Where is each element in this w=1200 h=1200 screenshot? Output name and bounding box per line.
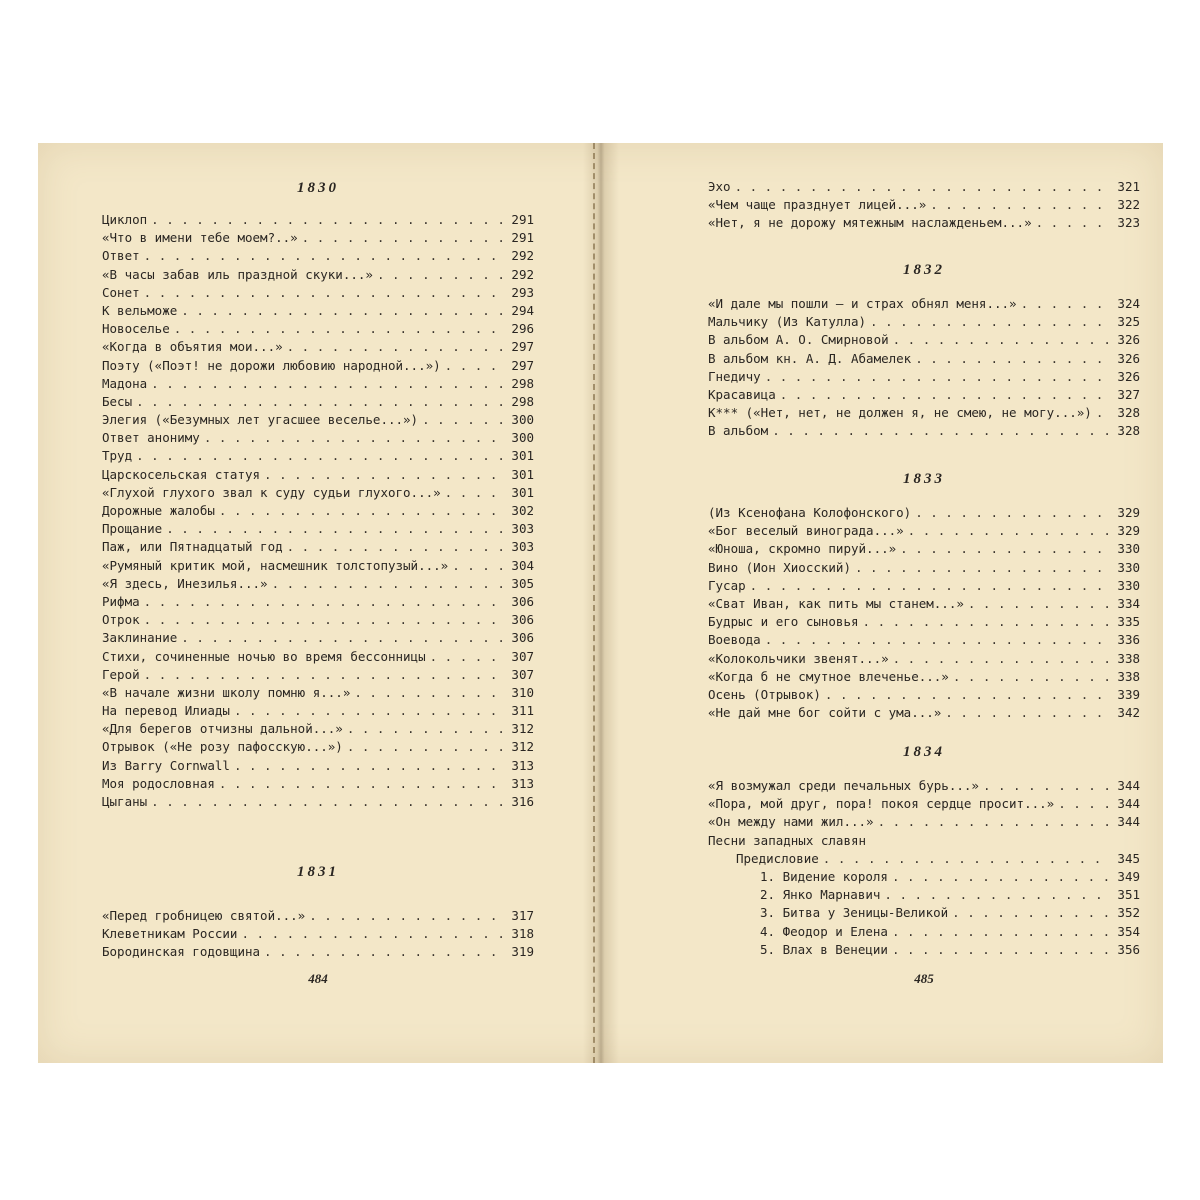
dot-leader <box>241 925 504 943</box>
toc-entry <box>102 484 534 502</box>
entry-page-number: 322 <box>1117 197 1140 213</box>
entry-title: Ответ <box>102 248 140 264</box>
dot-leader <box>151 375 504 393</box>
toc-entry <box>102 575 534 593</box>
toc-entry <box>102 411 534 429</box>
entry-title: Циклоп <box>102 212 148 227</box>
toc-entry <box>708 904 1140 922</box>
entry-page-number: 317 <box>511 908 534 923</box>
section-1830 <box>102 177 534 811</box>
entry-title: «Не дай мне бог сойти с ума...» <box>708 705 942 721</box>
entry-page-number: 323 <box>1117 215 1140 231</box>
entry-page-number: 318 <box>511 926 534 942</box>
toc-entry <box>102 793 534 811</box>
entry-title: «Что в имени тебе моем?..» <box>102 230 298 246</box>
dot-leader <box>144 593 504 611</box>
toc-entry <box>708 386 1140 404</box>
entry-title: Вино (Ион Хиосский) <box>708 559 851 575</box>
entry-title: Прощание <box>102 521 163 537</box>
toc-entry <box>708 941 1140 959</box>
entry-page-number: 296 <box>511 321 534 337</box>
toc-entry <box>708 422 1140 440</box>
entry-title: Будрыс и его сыновья <box>708 614 859 630</box>
dot-leader <box>174 320 504 338</box>
entry-page-number: 344 <box>1117 778 1140 793</box>
toc-entry <box>102 629 534 647</box>
entry-title: «Юноша, скромно пируй...» <box>708 541 897 557</box>
dot-leader <box>884 886 1110 904</box>
entry-title: В альбом кн. А. Д. Абамелек <box>708 350 912 366</box>
toc-entry <box>708 613 1140 631</box>
entry-title: «Он между нами жил...» <box>708 814 874 830</box>
toc-entry <box>708 313 1140 331</box>
continued-entries <box>708 178 1140 233</box>
dot-leader <box>204 429 504 447</box>
dot-leader <box>452 557 504 575</box>
section-year: 1833 <box>903 471 945 487</box>
toc-entry <box>708 850 1140 868</box>
section-year: 1832 <box>903 262 945 278</box>
entry-title: «Румяный критик мой, насмешник толстопузый...» <box>102 557 449 573</box>
toc-entry <box>102 357 534 375</box>
dot-leader <box>309 907 504 925</box>
section-year: 1831 <box>297 864 339 880</box>
entry-title: Цыганы <box>102 794 148 809</box>
toc-entry <box>708 331 1140 349</box>
toc-entry <box>102 738 534 756</box>
dot-leader <box>772 422 1110 440</box>
entry-page-number: 298 <box>511 393 534 409</box>
entry-title: В альбом А. О. Смирновой <box>708 332 889 348</box>
entry-page-number: 292 <box>511 248 534 264</box>
entry-title: «Глухой глухого звал к суду судьи глухого...» <box>102 484 441 500</box>
entry-title: Новоселье <box>102 321 170 337</box>
entry-page-number: 307 <box>511 666 534 682</box>
entry-page-number: 328 <box>1117 405 1140 421</box>
entry-page-number: 310 <box>511 684 534 700</box>
entry-page-number: 344 <box>1117 814 1140 830</box>
entry-title: 1. Видение короля <box>760 868 888 884</box>
dot-leader <box>930 196 1110 214</box>
dot-leader <box>377 266 504 284</box>
entry-page-number: 294 <box>511 302 534 318</box>
entry-title: На перевод Илиады <box>102 703 230 719</box>
entry-page-number: 312 <box>511 739 534 755</box>
dot-leader <box>945 704 1110 722</box>
toc-entry <box>708 595 1140 613</box>
dot-leader <box>735 178 1110 196</box>
entry-page-number: 303 <box>511 521 534 537</box>
section-1833 <box>708 468 1140 722</box>
dot-leader <box>855 559 1110 577</box>
dot-leader <box>422 411 504 429</box>
entry-title: Бородинская годовщина <box>102 944 261 960</box>
entry-page-number: 300 <box>511 430 534 446</box>
entry-title: «Когда б не смутное влеченье...» <box>708 668 949 684</box>
dot-leader <box>1021 295 1110 313</box>
entry-title: «В часы забав иль праздной скуки...» <box>102 266 373 282</box>
toc-entry <box>708 522 1140 540</box>
dot-leader <box>445 484 504 502</box>
toc-entry <box>708 686 1140 704</box>
entry-title: «Перед гробницею святой...» <box>102 908 306 923</box>
entry-page-number: 330 <box>1117 559 1140 575</box>
entry-page-number: 313 <box>511 775 534 791</box>
dot-leader <box>234 702 504 720</box>
entry-title: Моя родословная <box>102 775 215 791</box>
toc-entry-list <box>708 504 1140 722</box>
entry-page-number: 306 <box>511 612 534 628</box>
section-year: 1830 <box>297 180 339 196</box>
entry-title: Эхо <box>708 179 731 194</box>
entry-page-number: 326 <box>1117 332 1140 348</box>
toc-entry <box>708 923 1140 941</box>
dot-leader <box>144 247 504 265</box>
section-year: 1834 <box>903 744 945 760</box>
toc-entry <box>102 720 534 738</box>
toc-entry <box>708 813 1140 831</box>
dot-leader <box>892 868 1110 886</box>
book-gutter <box>583 143 619 1063</box>
entry-title: Предисловие <box>736 850 819 866</box>
entry-title: Красавица <box>708 386 776 402</box>
dot-leader <box>825 686 1110 704</box>
entry-page-number: 352 <box>1117 905 1140 921</box>
dot-leader <box>430 648 504 666</box>
toc-entry <box>708 504 1140 522</box>
entry-page-number: 329 <box>1117 505 1140 520</box>
book-spread <box>38 143 1163 1063</box>
dot-leader <box>780 386 1110 404</box>
dot-leader <box>302 229 504 247</box>
toc-entry <box>708 650 1140 668</box>
dot-leader <box>264 943 504 961</box>
entry-page-number: 304 <box>511 557 534 573</box>
entry-title: Отрок <box>102 612 140 628</box>
dot-leader <box>1058 795 1110 813</box>
dot-leader <box>287 538 504 556</box>
toc-entry <box>102 466 534 484</box>
entry-page-number: 338 <box>1117 650 1140 666</box>
entry-title: К*** («Нет, нет, не должен я, не смею, не могу...») <box>708 405 1092 421</box>
toc-entry <box>102 538 534 556</box>
dot-leader <box>765 631 1110 649</box>
entry-page-number: 291 <box>511 212 534 227</box>
dot-leader <box>915 504 1110 522</box>
entry-title: Гнедичу <box>708 368 761 384</box>
toc-entry <box>708 795 1140 813</box>
entry-title: «Колокольчики звенят...» <box>708 650 889 666</box>
entry-title: «Нет, я не дорожу мятежным наслажденьем...» <box>708 215 1032 231</box>
toc-entry <box>708 777 1140 795</box>
toc-entry <box>708 668 1140 686</box>
entry-page-number: 338 <box>1117 668 1140 684</box>
entry-page-number: 312 <box>511 721 534 737</box>
toc-entry-list <box>102 211 534 811</box>
entry-page-number: 302 <box>511 503 534 518</box>
entry-page-number: 316 <box>511 794 534 809</box>
toc-entry <box>102 702 534 720</box>
toc-entry <box>102 375 534 393</box>
entry-page-number: 306 <box>511 593 534 609</box>
dot-leader <box>354 684 504 702</box>
toc-entry <box>102 447 534 465</box>
dot-leader <box>136 447 504 465</box>
entry-page-number: 292 <box>511 266 534 282</box>
toc-entry <box>102 393 534 411</box>
dot-leader <box>144 666 504 684</box>
toc-entry <box>102 666 534 684</box>
dot-leader <box>219 775 504 793</box>
entry-title: Отрывок («Не розу пафосскую...») <box>102 739 343 755</box>
dot-leader <box>892 941 1110 959</box>
binding-stitch <box>593 143 597 1063</box>
toc-entry <box>708 350 1140 368</box>
entry-title: 5. Влах в Венеции <box>760 941 888 957</box>
entry-page-number: 339 <box>1117 686 1140 702</box>
entry-title: Элегия («Безумных лет угасшее веселье...») <box>102 412 419 428</box>
dot-leader <box>1036 214 1110 232</box>
entry-page-number: 291 <box>511 230 534 246</box>
entry-page-number: 351 <box>1117 887 1140 903</box>
entry-page-number: 334 <box>1117 595 1140 611</box>
dot-leader <box>144 284 504 302</box>
right-page <box>708 143 1140 1063</box>
entry-title: К вельможе <box>102 302 178 318</box>
entry-title: «Бог веселый винограда...» <box>708 523 904 539</box>
toc-entry <box>708 559 1140 577</box>
entry-title: Бесы <box>102 393 133 409</box>
toc-entry <box>102 943 534 961</box>
toc-entry <box>708 704 1140 722</box>
toc-entry-list <box>708 777 1140 959</box>
dot-leader <box>915 350 1110 368</box>
toc-entry <box>102 302 534 320</box>
dot-leader <box>823 850 1110 868</box>
entry-page-number: 354 <box>1117 923 1140 939</box>
dot-leader <box>750 577 1110 595</box>
toc-entry <box>102 775 534 793</box>
entry-page-number: 300 <box>511 412 534 428</box>
dot-leader <box>136 393 504 411</box>
entry-page-number: 298 <box>511 375 534 391</box>
toc-entry <box>102 557 534 575</box>
section-1832 <box>708 259 1140 441</box>
toc-entry <box>102 684 534 702</box>
entry-page-number: 349 <box>1117 868 1140 884</box>
toc-entry <box>102 520 534 538</box>
entry-page-number: 336 <box>1117 632 1140 648</box>
toc-entry <box>102 648 534 666</box>
entry-title: «Когда в объятия мои...» <box>102 339 283 355</box>
toc-entry <box>708 540 1140 558</box>
toc-entry <box>102 925 534 943</box>
entry-page-number: 356 <box>1117 941 1140 957</box>
toc-entry <box>102 611 534 629</box>
entry-title: Мадона <box>102 375 148 391</box>
toc-entry <box>102 429 534 447</box>
dot-leader <box>445 357 504 375</box>
entry-page-number: 330 <box>1117 577 1140 593</box>
entry-title: Песни западных славян <box>708 832 867 848</box>
entry-title: «Я здесь, Инезилья...» <box>102 575 268 591</box>
dot-leader <box>968 595 1110 613</box>
entry-page-number: 342 <box>1117 705 1140 721</box>
entry-title: «Чем чаще празднует лицей...» <box>708 197 927 213</box>
toc-entry <box>708 832 1140 850</box>
entry-title: Поэту («Поэт! не дорожи любовию народной...») <box>102 357 441 373</box>
dot-leader <box>900 540 1110 558</box>
toc-entry <box>102 211 534 229</box>
toc-entry <box>102 757 534 775</box>
dot-leader <box>144 611 504 629</box>
entry-title: Гусар <box>708 577 746 593</box>
entry-title: «И дале мы пошли — и страх обнял меня...» <box>708 296 1017 311</box>
page-number: 484 <box>308 971 328 986</box>
entry-title: Рифма <box>102 593 140 609</box>
entry-title: Клеветникам России <box>102 926 238 942</box>
dot-leader <box>166 520 504 538</box>
entry-title: Стихи, сочиненные ночью во время бессонницы <box>102 648 426 664</box>
entry-page-number: 305 <box>511 575 534 591</box>
entry-title: Труд <box>102 448 133 464</box>
entry-page-number: 297 <box>511 339 534 355</box>
entry-title: (Из Ксенофана Колофонского) <box>708 505 912 520</box>
entry-title: 2. Янко Марнавич <box>760 887 881 903</box>
dot-leader <box>870 313 1110 331</box>
entry-page-number: 293 <box>511 284 534 300</box>
dot-leader <box>287 338 504 356</box>
entry-page-number: 319 <box>511 944 534 960</box>
entry-title: «Я возмужал среди печальных бурь...» <box>708 778 979 793</box>
entry-page-number: 329 <box>1117 523 1140 539</box>
dot-leader <box>953 668 1110 686</box>
entry-title: «В начале жизни школу помню я...» <box>102 684 351 700</box>
toc-entry <box>708 295 1140 313</box>
dot-leader <box>765 368 1110 386</box>
entry-title: Царскосельская статуя <box>102 466 261 482</box>
dot-leader <box>234 757 504 775</box>
entry-page-number: 297 <box>511 357 534 373</box>
entry-title: «Для берегов отчизны дальной...» <box>102 721 343 737</box>
toc-entry <box>102 502 534 520</box>
entry-page-number: 344 <box>1117 796 1140 812</box>
entry-page-number: 307 <box>511 648 534 664</box>
entry-page-number: 326 <box>1117 350 1140 366</box>
section-1834 <box>708 741 1140 959</box>
toc-entry <box>708 886 1140 904</box>
toc-entry <box>708 577 1140 595</box>
toc-entry <box>708 404 1140 422</box>
dot-leader <box>219 502 504 520</box>
dot-leader <box>151 211 504 229</box>
dot-leader <box>893 331 1110 349</box>
toc-entry <box>102 320 534 338</box>
dot-leader <box>181 629 504 647</box>
entry-title: Осень (Отрывок) <box>708 686 821 702</box>
toc-entry <box>708 214 1140 232</box>
dot-leader <box>272 575 504 593</box>
toc-entry-list <box>708 295 1140 441</box>
entry-title: 4. Феодор и Елена <box>760 923 888 939</box>
entry-title: Герой <box>102 666 140 682</box>
dot-leader <box>892 923 1110 941</box>
entry-title: Мальчику (Из Катулла) <box>708 314 867 330</box>
toc-entry <box>708 631 1140 649</box>
dot-leader <box>893 650 1110 668</box>
entry-page-number: 301 <box>511 466 534 482</box>
dot-leader <box>863 613 1110 631</box>
dot-leader <box>908 522 1110 540</box>
toc-entry <box>708 368 1140 386</box>
toc-entry <box>708 196 1140 214</box>
entry-title: «Сват Иван, как пить мы станем...» <box>708 595 964 611</box>
entry-title: Заклинание <box>102 630 178 646</box>
dot-leader <box>983 777 1110 795</box>
entry-title: Сонет <box>102 284 140 300</box>
entry-title: В альбом <box>708 423 769 439</box>
entry-page-number: 325 <box>1117 314 1140 330</box>
entry-page-number: 301 <box>511 484 534 500</box>
toc-entry-list <box>102 907 534 962</box>
entry-page-number: 335 <box>1117 614 1140 630</box>
entry-page-number: 313 <box>511 757 534 773</box>
page-number: 485 <box>914 971 934 986</box>
entry-page-number: 345 <box>1117 850 1140 866</box>
entry-page-number: 321 <box>1117 179 1140 194</box>
entry-title: Воевода <box>708 632 761 648</box>
entry-title: Из Barry Cornwall <box>102 757 230 773</box>
toc-entry <box>102 229 534 247</box>
entry-page-number: 326 <box>1117 368 1140 384</box>
entry-page-number: 324 <box>1117 296 1140 311</box>
entry-title: Дорожные жалобы <box>102 503 215 518</box>
dot-leader <box>181 302 504 320</box>
dot-leader <box>347 738 504 756</box>
entry-title: 3. Битва у Зеницы-Великой <box>760 905 949 921</box>
left-page <box>102 143 534 1063</box>
entry-title: Ответ анониму <box>102 430 200 446</box>
entry-page-number: 327 <box>1117 386 1140 402</box>
entry-title: «Пора, мой друг, пора! покоя сердце просит...» <box>708 796 1055 812</box>
entry-page-number: 301 <box>511 448 534 464</box>
dot-leader <box>151 793 504 811</box>
toc-entry <box>708 868 1140 886</box>
toc-entry <box>102 266 534 284</box>
entry-page-number: 303 <box>511 539 534 555</box>
dot-leader <box>878 813 1110 831</box>
toc-entry <box>102 284 534 302</box>
section-1831 <box>102 861 534 962</box>
dot-leader <box>952 904 1110 922</box>
entry-page-number: 328 <box>1117 423 1140 439</box>
toc-entry <box>102 247 534 265</box>
entry-title: Паж, или Пятнадцатый год <box>102 539 283 555</box>
toc-entry-list <box>708 178 1140 233</box>
entry-page-number: 306 <box>511 630 534 646</box>
dot-leader <box>1096 404 1110 422</box>
toc-entry <box>102 907 534 925</box>
dot-leader <box>347 720 504 738</box>
dot-leader <box>264 466 504 484</box>
toc-entry <box>102 338 534 356</box>
entry-page-number: 311 <box>511 703 534 719</box>
entry-page-number: 330 <box>1117 541 1140 557</box>
toc-entry <box>708 178 1140 196</box>
toc-entry <box>102 593 534 611</box>
